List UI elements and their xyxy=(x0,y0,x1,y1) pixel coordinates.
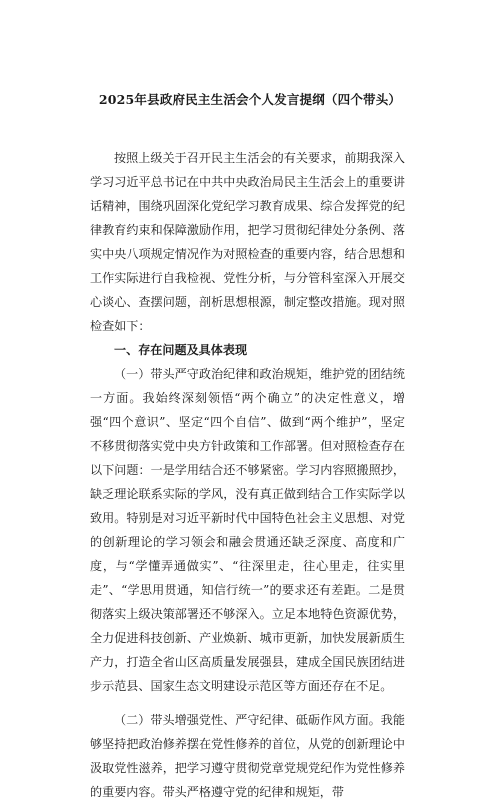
document-body xyxy=(90,146,405,804)
intro-paragraph: 按照上级关于召开民主生活会的有关要求，前期我深入学习习近平总书记在中共中央政治局民主生活会上的重要讲话精神，围绕巩固深化党纪学习教育成果、综合发挥党的纪律教育约束和保障激励作用，把学习贯彻纪律处分条例、落实中央八项规定情况作为对照检查的重要内容，结合思想和工作实际进行自我检视、党性分析，与分管科室深入开展交心谈心、查摆问题，剖析思想根源，制定整改措施。现对照检查如下： xyxy=(90,151,405,333)
document-title: 2025年县政府民主生活会个人发言提纲（四个带头） xyxy=(98,92,402,107)
paragraph-political-discipline: （一）带头严守政治纪律和政治规矩，维护党的团结统一方面。我始终深刻领悟“两个确立”的决定性意义，增强“四个意识”、坚定“四个自信”、做到“两个维护”，坚定不移贯彻落实党中央方针政策和工作部署。但对照检查存在以下问题：一是学用结合还不够紧密。学习内容照搬照抄，缺乏理论联系实际的学风，没有真正做到结合工作实际学以致用。特别是对习近平新时代中国特色社会主义思想、对党的创新理论的学习领会和融会贯通还缺乏深度、高度和广度，与“学懂弄通做实”、“往深里走，往心里走，往实里走”、“学思用贯通，知信行统一”的要求还有差距。二是贯彻落实上级决策部署还不够深入。立足本地特色资源优势，全力促进科技创新、产业焕新、城市更新，加快发展新质生产力，打造全省山区高质量发展强县，建成全国民族团结进步示范县、国家生态文明建设示范区等方面还存在不足。 xyxy=(90,367,405,693)
section-heading-problems: 一、存在问题及具体表现 xyxy=(114,343,248,357)
paragraph-party-spirit: （二）带头增强党性、严守纪律、砥砺作风方面。我能够坚持把政治修养摆在党性修养的首位，从党的创新理论中汲取党性滋养，把学习遵守贯彻党章党规党纪作为党性修养的重要内容。带头严格遵守党的纪律和规矩，带 xyxy=(90,713,405,799)
